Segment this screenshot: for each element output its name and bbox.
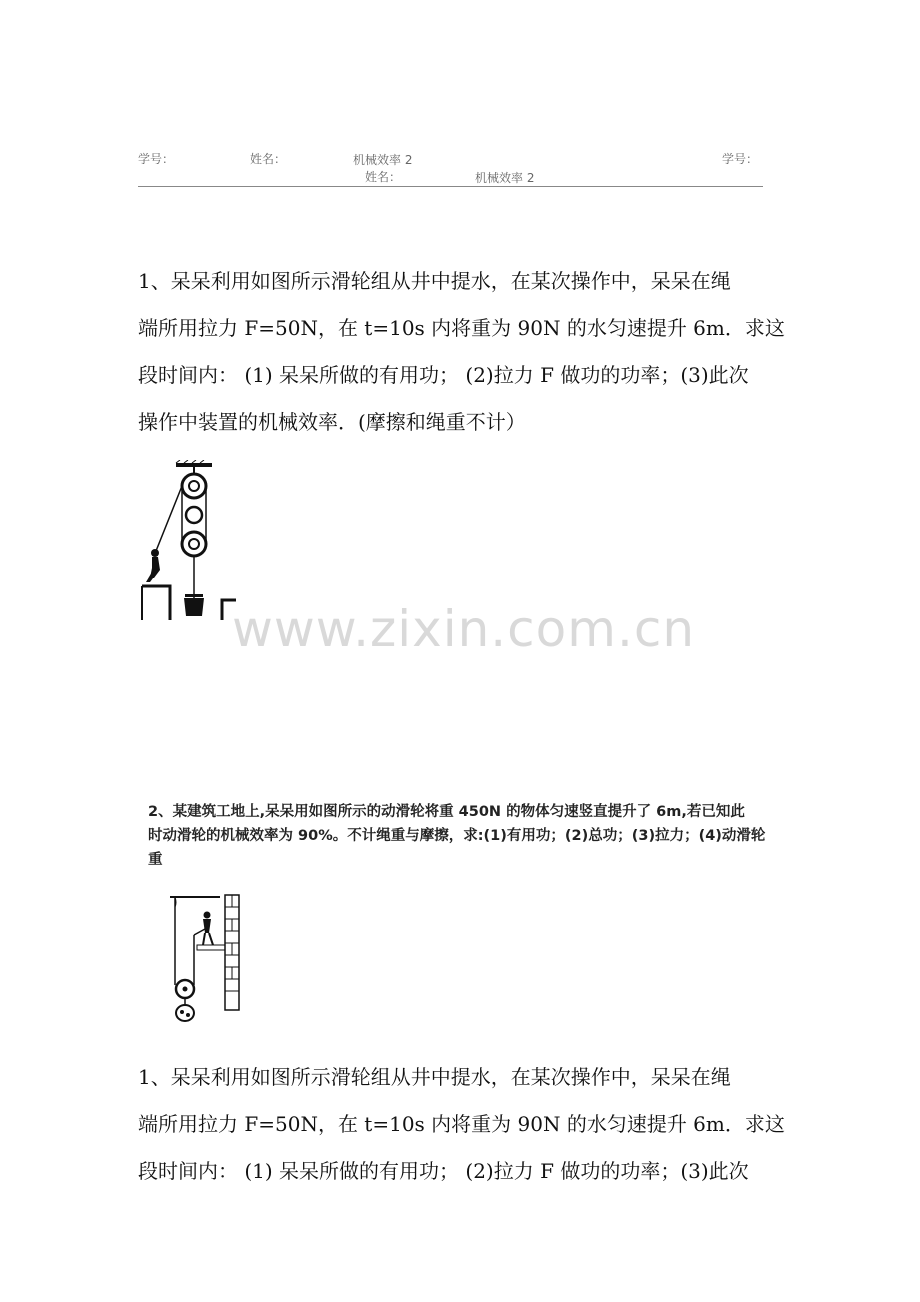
doc-title-secondary: 机械效率 2	[475, 171, 535, 185]
watermark: www.zixin.com.cn	[232, 600, 696, 658]
question-1-line: 端所用拉力 F=50N，在 t=10s 内将重为 90N 的水匀速提升 6m．求这	[138, 316, 785, 340]
question-1-line: 操作中装置的机械效率．(摩擦和绳重不计）	[138, 410, 526, 434]
question-1-line: 1、呆呆利用如图所示滑轮组从井中提水，在某次操作中，呆呆在绳	[138, 269, 731, 293]
question-2-line: 2、某建筑工地上,呆呆用如图所示的动滑轮将重 450N 的物体匀速竖直提升了 6m,若已知此	[148, 804, 745, 820]
question-2-line: 重	[148, 852, 163, 868]
question-1-line: 段时间内： (1) 呆呆所做的有用功； (2)拉力 F 做功的功率；(3)此次	[138, 363, 749, 387]
question-1-repeat-text	[138, 1054, 798, 1195]
header-divider	[138, 186, 763, 187]
movable-pulley-figure	[145, 885, 245, 1035]
name-label-secondary: 姓名：	[365, 170, 402, 184]
question-1-repeat-line: 段时间内： (1) 呆呆所做的有用功； (2)拉力 F 做功的功率；(3)此次	[138, 1159, 749, 1183]
doc-title: 机械效率 2	[353, 153, 413, 167]
name-label: 姓名：	[250, 152, 287, 166]
pulley-well-figure	[140, 460, 240, 630]
question-1-text	[138, 258, 798, 446]
question-2-text	[148, 800, 798, 872]
question-2-line: 时动滑轮的机械效率为 90%。不计绳重与摩擦，求:(1)有用功；(2)总功；(3)拉力；(4)动滑轮	[148, 828, 766, 844]
student-id-label-right: 学号：	[722, 152, 759, 166]
student-id-label-left: 学号：	[138, 152, 175, 166]
question-1-repeat-line: 端所用拉力 F=50N，在 t=10s 内将重为 90N 的水匀速提升 6m．求这	[138, 1112, 785, 1136]
question-1-repeat-line: 1、呆呆利用如图所示滑轮组从井中提水，在某次操作中，呆呆在绳	[138, 1065, 731, 1089]
